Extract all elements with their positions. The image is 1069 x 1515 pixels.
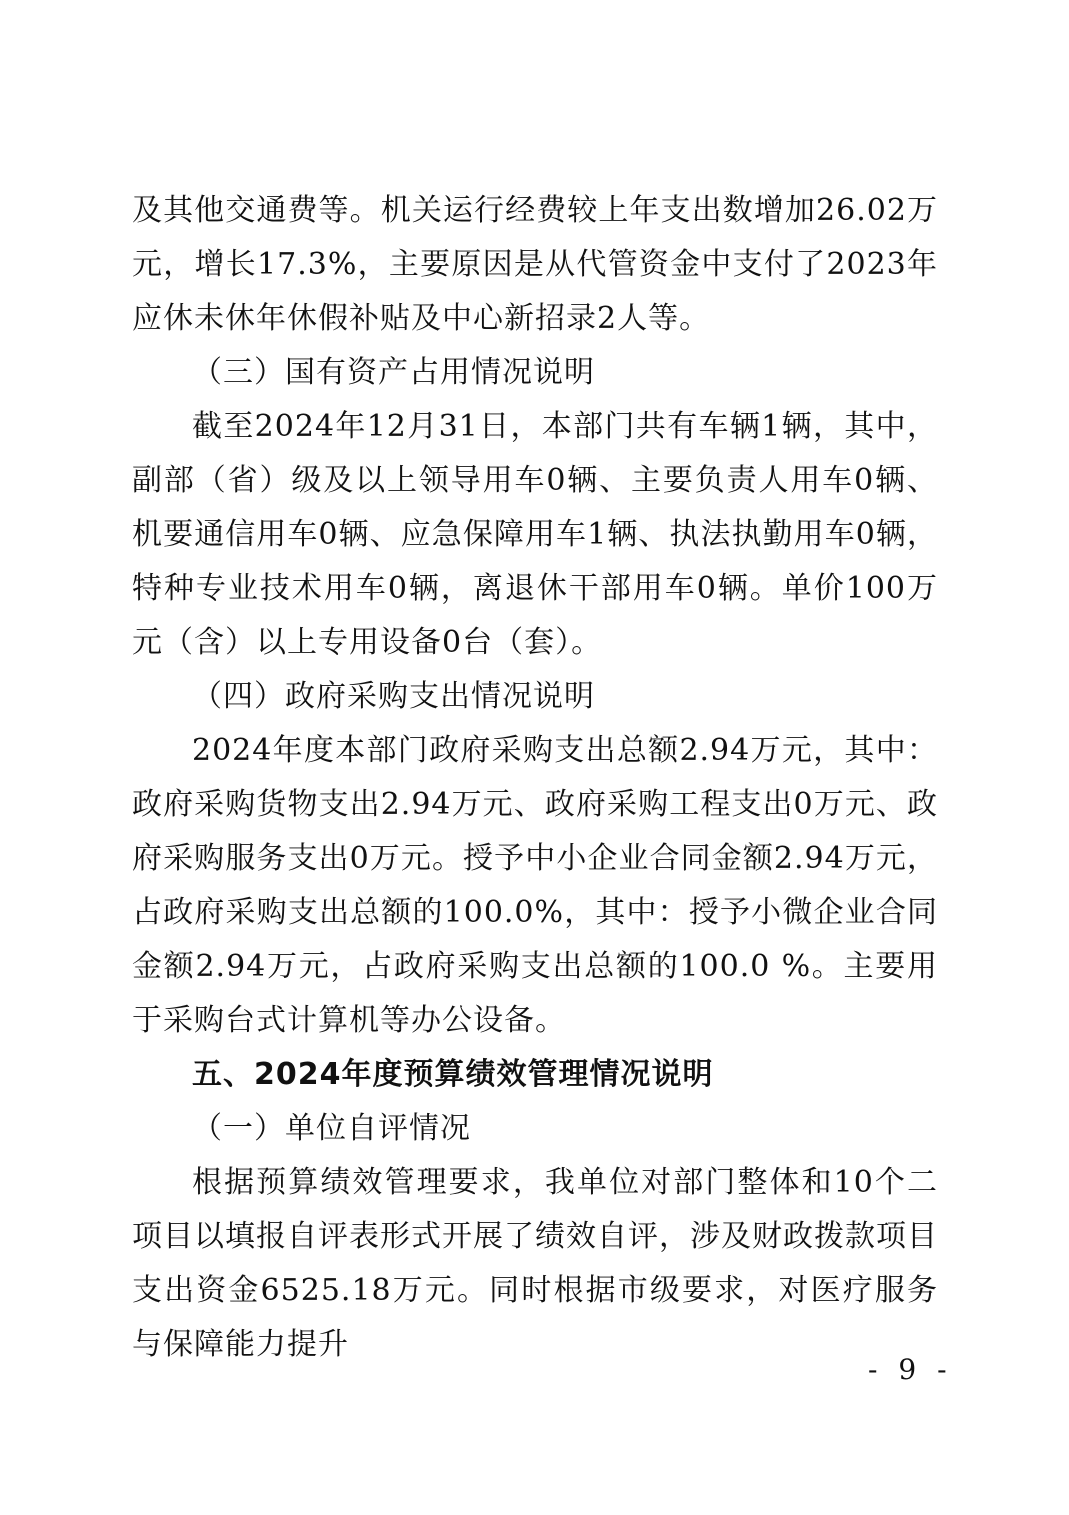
page-number: - 9 - bbox=[868, 1353, 953, 1386]
paragraph-vehicle-expenses-continuation: 及其他交通费等。机关运行经费较上年支出数增加26.02万元，增长17.3%，主要原因是从代管资金中支付了2023年应休未休年休假补贴及中心新招录2人等。 bbox=[132, 193, 938, 336]
subheading-government-procurement: （四）政府采购支出情况说明 bbox=[192, 679, 595, 714]
subheading-self-evaluation: （一）单位自评情况 bbox=[192, 1111, 471, 1146]
document-body bbox=[132, 184, 938, 1372]
paragraph-procurement: 2024年度本部门政府采购支出总额2.94万元，其中：政府采购货物支出2.94万元、政府采购工程支出0万元、政府采购服务支出0万元。授予中小企业合同金额2.94万元，占政府采购支出总额的100.0%，其中：授予小微企业合同金额2.94万元，占政府采购支出总额的100.0 %。主要用于采购台式计算机等办公设备。 bbox=[132, 733, 938, 1038]
paragraph-self-evaluation: 根据预算绩效管理要求，我单位对部门整体和10个二项目以填报自评表形式开展了绩效自评，涉及财政拨款项目支出资金6525.18万元。同时根据市级要求，对医疗服务与保障能力提升 bbox=[132, 1165, 938, 1362]
paragraph-vehicles: 截至2024年12月31日，本部门共有车辆1辆，其中，副部（省）级及以上领导用车0辆、主要负责人用车0辆、机要通信用车0辆、应急保障用车1辆、执法执勤用车0辆，特种专业技术用车0辆，离退休干部用车0辆。单价100万元（含）以上专用设备0台（套）。 bbox=[132, 409, 938, 660]
subheading-state-assets: （三）国有资产占用情况说明 bbox=[192, 355, 595, 390]
heading-performance-management: 五、2024年度预算绩效管理情况说明 bbox=[192, 1057, 714, 1092]
